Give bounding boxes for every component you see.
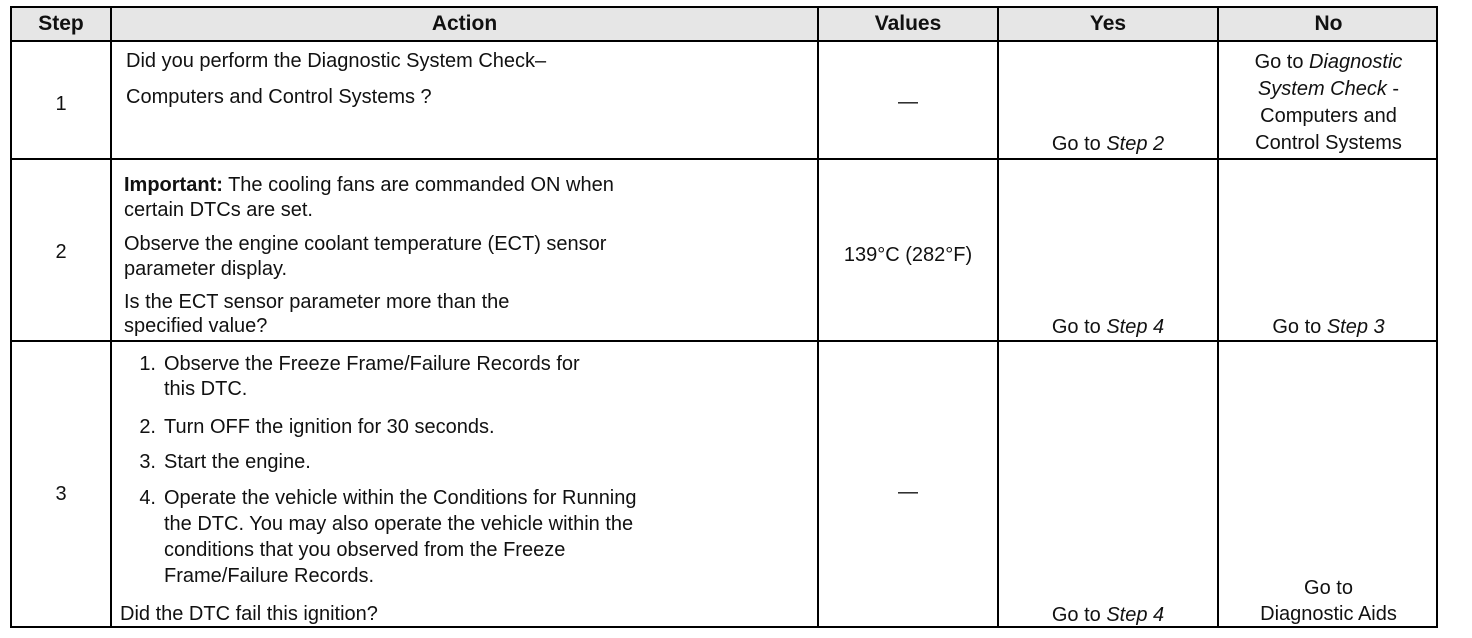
action-text: Did you perform the Diagnostic System Check– [126, 50, 547, 72]
header-yes: Yes [1089, 12, 1127, 35]
list-text: Operate the vehicle within the Conditions for Running [164, 487, 637, 509]
yes-prefix: Go to [1051, 604, 1107, 626]
yes-action [999, 315, 1217, 339]
important-text: The cooling fans are commanded ON when [222, 174, 614, 196]
header-values: Values [874, 12, 942, 35]
action-question: Did the DTC fail this ignition? [120, 603, 378, 625]
no-action [1219, 315, 1438, 339]
diagnostic-link: System Check [1257, 78, 1387, 100]
yes-action [999, 132, 1217, 156]
header-step: Step [38, 12, 84, 35]
step-link: Step 4 [1106, 604, 1165, 626]
diagnostic-table [10, 6, 1438, 628]
step-link: Step 4 [1106, 316, 1165, 338]
step-link: Step 2 [1106, 133, 1165, 155]
no-action-line: Diagnostic Aids [1260, 603, 1397, 625]
no-action-line: Control Systems [1255, 132, 1402, 154]
list-text: Turn OFF the ignition for 30 seconds. [164, 416, 495, 438]
action-text: specified value? [124, 315, 268, 337]
list-text: conditions that you observed from the Freeze [164, 539, 566, 561]
value-text: 139°C (282°F) [843, 244, 973, 266]
yes-prefix: Go to [1051, 133, 1107, 155]
step-number: 2 [55, 241, 67, 263]
no-prefix: Go to [1254, 51, 1310, 73]
yes-action [999, 603, 1217, 627]
step-number: 3 [55, 483, 67, 505]
action-text: Is the ECT sensor parameter more than the [124, 291, 510, 313]
action-text: Observe the engine coolant temperature (ECT) sensor [124, 233, 607, 255]
list-number: 1. [139, 353, 156, 375]
yes-prefix: Go to [1051, 316, 1107, 338]
diagnostic-link: Diagnostic [1309, 51, 1403, 73]
list-text: this DTC. [164, 378, 248, 400]
value-text: — [898, 91, 918, 113]
list-number: 3. [139, 451, 156, 473]
action-text: certain DTCs are set. [124, 199, 313, 221]
column-divider [110, 8, 112, 626]
step-link: Step 3 [1326, 316, 1385, 338]
important-label: Important: [124, 174, 223, 196]
list-text: Observe the Freeze Frame/Failure Records for [164, 353, 580, 375]
row-divider [12, 158, 1436, 160]
list-text: Start the engine. [164, 451, 311, 473]
list-number: 4. [139, 487, 156, 509]
list-number: 2. [139, 416, 156, 438]
list-text: Frame/Failure Records. [164, 565, 375, 587]
no-action-line: Go to [1304, 577, 1353, 599]
no-dash: - [1386, 78, 1400, 100]
header-action: Action [431, 12, 498, 35]
no-action-line: Computers and [1260, 105, 1397, 127]
action-text: parameter display. [124, 258, 288, 280]
no-prefix: Go to [1272, 316, 1327, 338]
action-text: Computers and Control Systems ? [126, 86, 432, 108]
no-action-line [1219, 77, 1438, 101]
value-text: — [898, 481, 918, 503]
no-action-line [1219, 50, 1438, 74]
row-divider [12, 340, 1436, 342]
header-no: No [1314, 12, 1343, 35]
list-text: the DTC. You may also operate the vehicle within the [164, 513, 634, 535]
important-note [124, 173, 614, 197]
step-number: 1 [55, 93, 67, 115]
